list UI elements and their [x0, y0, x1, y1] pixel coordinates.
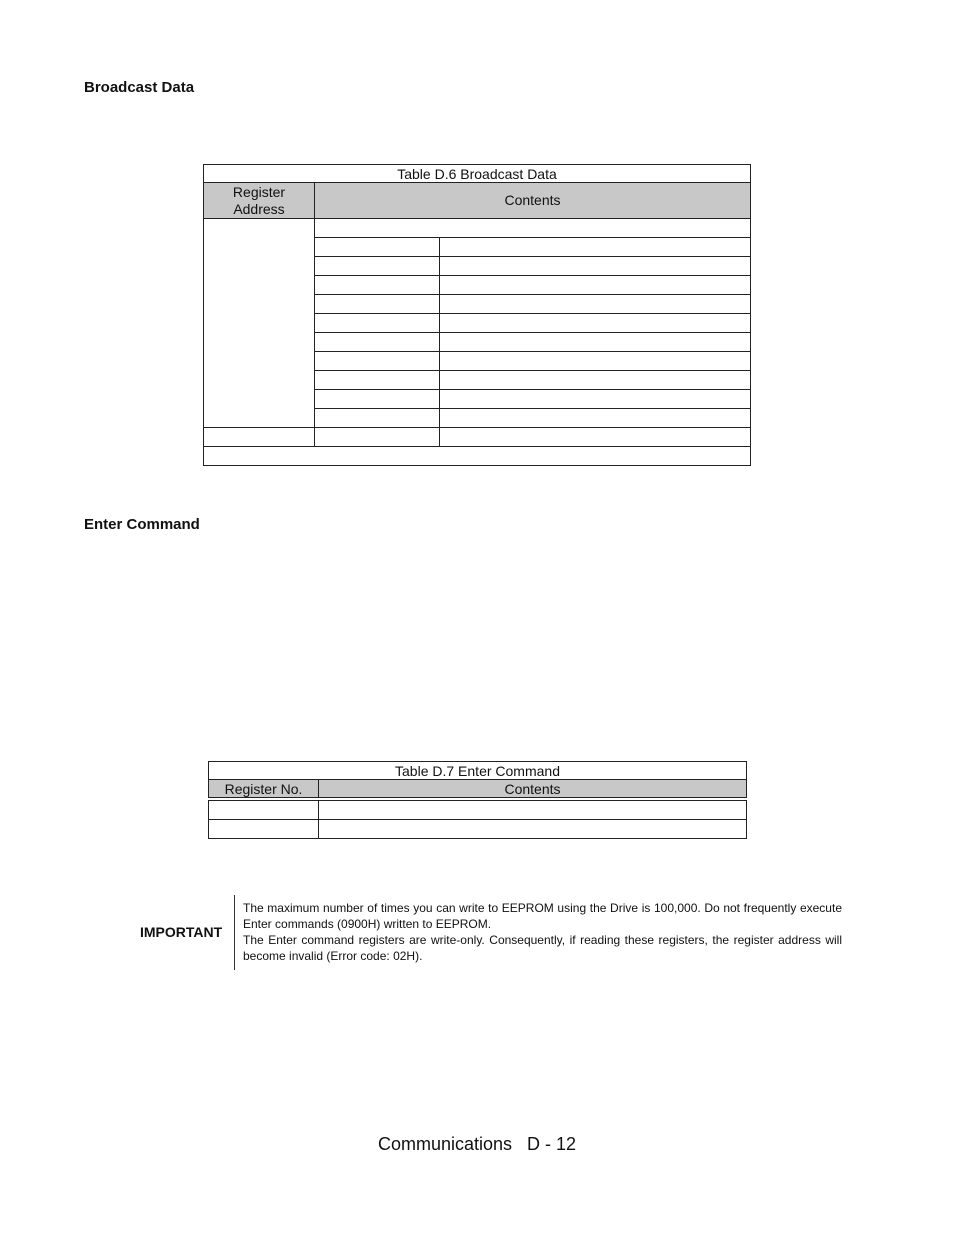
important-note: [243, 900, 842, 964]
table-cell: [440, 257, 751, 276]
table-caption: Table D.6 Broadcast Data: [204, 165, 751, 183]
table-cell: [209, 801, 319, 820]
table-cell: [315, 219, 751, 238]
table-cell: [440, 238, 751, 257]
table-cell: [315, 238, 440, 257]
column-header-register-address: Register Address: [204, 183, 315, 219]
table-cell: [315, 352, 440, 371]
table-enter-command: [208, 761, 747, 839]
table-cell: [315, 390, 440, 409]
table-cell: [319, 820, 747, 839]
divider: [234, 895, 235, 970]
section-heading-enter-command: Enter Command: [84, 516, 200, 533]
table-cell: [315, 409, 440, 428]
table-cell: [319, 801, 747, 820]
table-row: [204, 447, 751, 466]
table-cell: [440, 276, 751, 295]
important-label: IMPORTANT: [140, 924, 223, 940]
table-cell: [440, 295, 751, 314]
table-cell: [209, 820, 319, 839]
table-caption: Table D.7 Enter Command: [209, 762, 747, 780]
table-cell: [440, 428, 751, 447]
column-header-register-no: Register No.: [209, 780, 319, 798]
column-header-contents: Contents: [319, 780, 747, 798]
table-cell: [440, 333, 751, 352]
table-row: [204, 219, 751, 238]
table-cell: [315, 314, 440, 333]
table-cell: [204, 428, 315, 447]
table-cell: [440, 390, 751, 409]
table-cell: [204, 447, 751, 466]
section-heading-broadcast-data: Broadcast Data: [84, 79, 195, 96]
table-cell: [440, 314, 751, 333]
column-header-contents: Contents: [315, 183, 751, 219]
table-row: [204, 428, 751, 447]
table-broadcast-data: [203, 164, 751, 466]
table-cell: [315, 276, 440, 295]
table-cell: [315, 295, 440, 314]
table-cell: [315, 257, 440, 276]
page-footer: Communications D - 12: [377, 1134, 577, 1154]
note-paragraph: The Enter command registers are write-only. Consequently, if reading these registers, the register address will become invalid (Error code: 02H).: [243, 933, 842, 963]
table-cell: [315, 371, 440, 390]
table-cell: [440, 352, 751, 371]
table-row: [209, 820, 747, 839]
table-cell: [204, 219, 315, 428]
table-cell: [315, 428, 440, 447]
table-cell: [440, 371, 751, 390]
table-cell: [440, 409, 751, 428]
table-cell: [315, 333, 440, 352]
note-paragraph: The maximum number of times you can write to EEPROM using the Drive is 100,000. Do not frequently execute Enter commands (0900H) written to EEPROM.: [243, 901, 842, 931]
table-row: [209, 801, 747, 820]
